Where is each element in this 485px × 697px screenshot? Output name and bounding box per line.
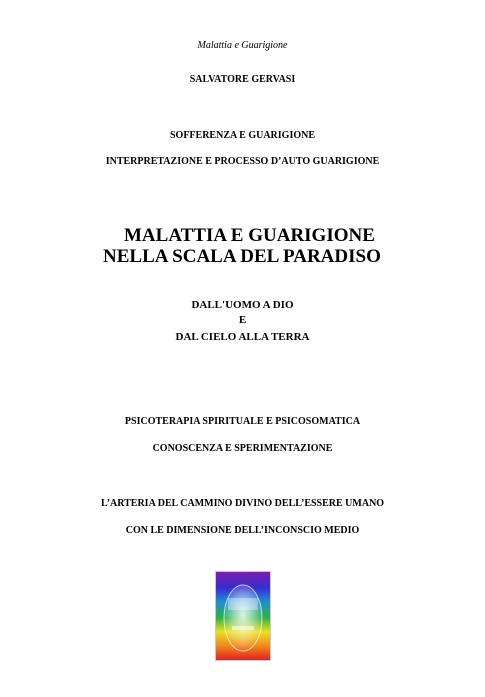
subtitle-1: SOFFERENZA E GUARIGIONE [169, 130, 316, 141]
book-title-line-1: MALATTIA E GUARIGIONE [124, 225, 375, 246]
topic-1: PSICOTERAPIA SPIRITUALE E PSICOSOMATICA [124, 416, 361, 427]
cover-illustration [216, 572, 270, 660]
dall-line-2: E [238, 314, 247, 326]
book-title-line-2: NELLA SCALA DEL PARADISO [103, 246, 381, 267]
book-cover-image [216, 572, 270, 660]
arteria-line-1: L’ARTERIA DEL CAMMINO DIVINO DELL’ESSERE UMANO [100, 498, 385, 509]
topic-2: CONOSCENZA E SPERIMENTAZIONE [152, 443, 333, 454]
arteria-line-2: CON LE DIMENSIONE DELL’INCONSCIO MEDIO [125, 525, 360, 536]
running-head: Malattia e Guarigione [197, 40, 288, 51]
dall-line-1: DALL'UOMO A DIO [191, 299, 294, 311]
subtitle-2: INTERPRETAZIONE E PROCESSO D’AUTO GUARIGIONE [105, 156, 380, 167]
dall-line-3: DAL CIELO ALLA TERRA [175, 331, 310, 343]
author-name: SALVATORE GERVASI [189, 74, 296, 85]
